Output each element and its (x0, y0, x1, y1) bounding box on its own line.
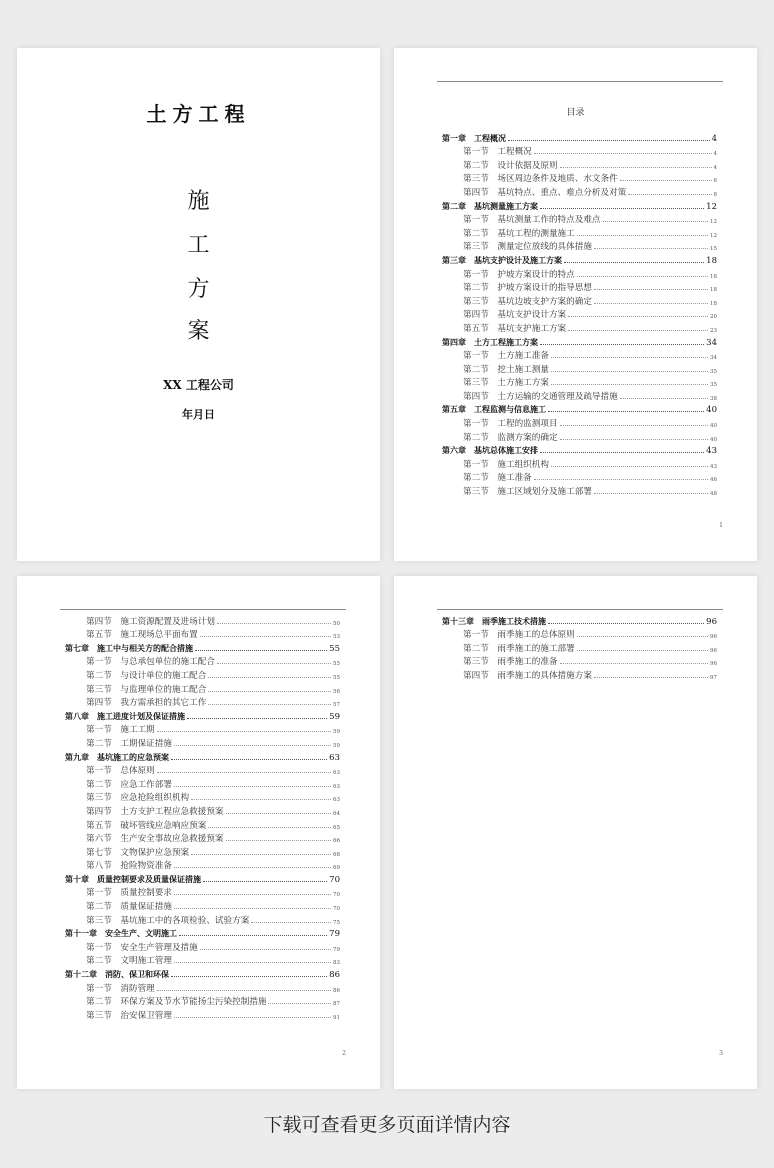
toc-dot-leader (174, 908, 331, 909)
toc-dot-leader (174, 867, 331, 868)
toc-entry-label: 第四节 土方运输的交通管理及疏导措施 (463, 391, 618, 402)
toc-dot-leader (548, 411, 704, 412)
toc-entry-label: 第三节 土方施工方案 (463, 378, 549, 389)
toc-dot-leader (268, 1003, 331, 1004)
toc-dot-leader (594, 289, 708, 290)
toc-entry-label: 第八章 施工进度计划及保证措施 (65, 710, 185, 721)
toc-page-1 (394, 48, 757, 561)
toc-entry-label: 第四节 基坑特点、重点、难点分析及对策 (463, 187, 627, 198)
toc-dot-leader (187, 718, 327, 719)
toc-heading: 目录 (566, 108, 585, 118)
toc-dot-leader (577, 235, 708, 236)
toc-dot-leader (174, 786, 331, 787)
toc-dot-leader (191, 799, 331, 800)
toc-dot-leader (195, 650, 327, 651)
toc-entry-label: 第七章 施工中与相关方的配合措施 (65, 642, 193, 653)
toc-entry-page: 43 (706, 446, 717, 457)
toc-section-entry (65, 627, 340, 641)
toc-section-entry (442, 157, 717, 171)
toc-entry-page: 70 (329, 874, 340, 885)
toc-entry-label: 第二节 监测方案的确定 (463, 432, 558, 443)
toc-section-entry (65, 817, 340, 831)
toc-entry-page: 63 (333, 797, 340, 804)
toc-chapter-entry (65, 708, 340, 722)
toc-section-entry (442, 429, 717, 443)
toc-section-entry (442, 361, 717, 375)
toc-entry-page: 4 (711, 133, 717, 144)
toc-entry-label: 第五节 基坑支护施工方案 (463, 323, 567, 334)
toc-section-entry (442, 212, 717, 226)
toc-entry-label: 第三节 场区周边条件及地质、水文条件 (463, 174, 618, 185)
toc-section-entry (442, 144, 717, 158)
toc-entry-page: 12 (710, 219, 717, 226)
toc-section-entry (442, 456, 717, 470)
cover-date: 年月日 (182, 408, 215, 421)
toc-dot-leader (534, 479, 708, 480)
toc-entry-label: 第十二章 消防、保卫和环保 (65, 969, 169, 980)
toc-entry-label: 第十一章 安全生产、文明施工 (65, 928, 177, 939)
toc-entry-page: 86 (333, 987, 340, 994)
toc-entry-label: 第四节 土方支护工程应急救援预案 (86, 806, 224, 817)
toc-entry-page: 96 (710, 647, 717, 654)
toc-section-entry (65, 1007, 340, 1021)
toc-chapter-entry (65, 966, 340, 980)
toc-section-entry (65, 939, 340, 953)
cover-page (17, 48, 380, 561)
toc-section-entry (65, 613, 340, 627)
page-number: 3 (719, 1050, 723, 1057)
toc-entry-page: 40 (710, 423, 717, 430)
toc-section-entry (442, 415, 717, 429)
toc-dot-leader (560, 439, 708, 440)
toc-section-entry (65, 994, 340, 1008)
toc-section-entry (65, 790, 340, 804)
toc-dot-leader (551, 357, 708, 358)
toc-entry-page: 87 (333, 1001, 340, 1008)
toc-dot-leader (208, 677, 331, 678)
toc-dot-leader (628, 194, 711, 195)
toc-entry-page: 91 (333, 1014, 340, 1021)
toc-chapter-entry (442, 613, 717, 627)
toc-entry-label: 第五节 破坏管线应急响应预案 (86, 820, 207, 831)
toc-entry-label: 第一节 雨季施工的总体原则 (463, 630, 575, 641)
toc-section-entry (65, 803, 340, 817)
toc-entry-label: 第一节 护坡方案设计的特点 (463, 269, 575, 280)
toc-dot-leader (208, 691, 331, 692)
toc-dot-leader (208, 827, 331, 828)
toc-dot-leader (200, 636, 331, 637)
toc-chapter-entry (442, 198, 717, 212)
toc-entry-page: 57 (333, 702, 340, 709)
toc-dot-leader (226, 840, 331, 841)
toc-entry-label: 第二节 应急工作部署 (86, 779, 172, 790)
toc-chapter-entry (442, 130, 717, 144)
toc-entry-page: 66 (333, 838, 340, 845)
toc-section-entry (442, 375, 717, 389)
toc-section-entry (442, 293, 717, 307)
toc-section-entry (442, 483, 717, 497)
toc-entry-page: 55 (333, 674, 340, 681)
toc-entry-label: 第十章 质量控制要求及质量保证措施 (65, 873, 201, 884)
toc-entry-label: 第一节 安全生产管理及措施 (86, 942, 198, 953)
toc-entry-page: 8 (713, 191, 717, 198)
toc-entry-page: 55 (329, 643, 340, 654)
toc-entry-page: 70 (333, 892, 340, 899)
toc-dot-leader (577, 650, 708, 651)
toc-dot-leader (577, 276, 708, 277)
toc-section-entry (65, 776, 340, 790)
footer-caption: 下载可查看更多页面详情内容 (263, 1114, 511, 1136)
toc-dot-leader (568, 316, 708, 317)
toc-entry-label: 第四节 基坑支护设计方案 (463, 310, 567, 321)
toc-entry-label: 第三节 基坑边坡支护方案的确定 (463, 296, 592, 307)
toc-section-entry (442, 388, 717, 402)
toc-dot-leader (217, 623, 331, 624)
toc-entry-label: 第二节 雨季施工的施工部署 (463, 643, 575, 654)
toc-entry-label: 第八节 抢险物资准备 (86, 861, 172, 872)
toc-dot-leader (217, 663, 331, 664)
toc-entry-label: 第六章 基坑总体施工安排 (442, 445, 538, 456)
toc-section-entry (65, 844, 340, 858)
toc-entry-page: 55 (333, 661, 340, 668)
toc-dot-leader (540, 344, 704, 345)
toc-dot-leader (551, 371, 708, 372)
toc-section-entry (442, 667, 717, 681)
toc-entry-page: 38 (710, 395, 717, 402)
cover-vertical-char: 工 (187, 233, 210, 258)
toc-section-entry (65, 885, 340, 899)
toc-entry-page: 96 (706, 616, 717, 627)
toc-entry-label: 第四节 我方需承担的其它工作 (86, 698, 207, 709)
toc-section-entry (442, 470, 717, 484)
toc-section-entry (65, 831, 340, 845)
toc-entry-label: 第四章 土方工程施工方案 (442, 336, 538, 347)
toc-page-2 (17, 576, 380, 1089)
toc-dot-leader (508, 140, 710, 141)
toc-section-entry (442, 280, 717, 294)
toc-dot-leader (551, 466, 708, 467)
toc-entry-label: 第二章 基坑测量施工方案 (442, 200, 538, 211)
toc-section-entry (442, 225, 717, 239)
toc-dot-leader (174, 745, 331, 746)
toc-entry-page: 46 (710, 477, 717, 484)
toc-entry-label: 第三节 与监理单位的施工配合 (86, 684, 207, 695)
toc-entry-page: 4 (713, 151, 717, 158)
toc-dot-leader (208, 704, 331, 705)
toc-section-entry (65, 980, 340, 994)
toc-section-entry (65, 735, 340, 749)
toc-entry-label: 第二节 文明施工管理 (86, 956, 172, 967)
toc-section-entry (442, 640, 717, 654)
toc-entry-label: 第一节 总体原则 (86, 766, 155, 777)
toc-dot-leader (179, 935, 327, 936)
toc-entry-page: 18 (710, 287, 717, 294)
toc-chapter-entry (65, 640, 340, 654)
toc-dot-leader (174, 1017, 331, 1018)
toc-entry-page: 34 (710, 355, 717, 362)
toc-chapter-entry (442, 402, 717, 416)
toc-chapter-entry (442, 252, 717, 266)
toc-dot-leader (534, 153, 712, 154)
toc-dot-leader (568, 330, 708, 331)
toc-chapter-entry (65, 871, 340, 885)
toc-entry-label: 第一节 土方施工准备 (463, 351, 549, 362)
toc-chapter-entry (442, 443, 717, 457)
toc-entry-page: 53 (333, 634, 340, 641)
toc-dot-leader (564, 262, 704, 263)
toc-dot-leader (174, 962, 331, 963)
toc-entry-page: 97 (710, 674, 717, 681)
toc-entry-page: 12 (710, 232, 717, 239)
toc-dot-leader (226, 813, 331, 814)
toc-dot-leader (540, 208, 704, 209)
toc-entry-label: 第一章 工程概况 (442, 132, 506, 143)
toc-entry-page: 12 (706, 201, 717, 212)
toc-entry-label: 第三节 基坑施工中的各项检验、试验方案 (86, 915, 250, 926)
toc-entry-label: 第二节 施工准备 (463, 473, 532, 484)
toc-entry-page: 23 (710, 327, 717, 334)
toc-chapter-entry (65, 926, 340, 940)
toc-entry-page: 64 (333, 810, 340, 817)
toc-dot-leader (157, 990, 331, 991)
toc-dot-leader (560, 663, 708, 664)
toc-entry-page: 96 (710, 634, 717, 641)
toc-entry-label: 第七节 文物保护应急预案 (86, 847, 190, 858)
toc-entry-label: 第二节 设计依据及原则 (463, 160, 558, 171)
toc-section-entry (65, 912, 340, 926)
toc-entry-label: 第五章 工程监测与信息施工 (442, 404, 546, 415)
header-rule (60, 609, 346, 610)
header-rule (437, 81, 723, 82)
cover-title: 土方工程 (146, 102, 251, 126)
toc-dot-leader (200, 949, 331, 950)
toc-entry-page: 63 (333, 783, 340, 790)
cover-vertical-char: 施 (187, 189, 210, 214)
toc-entry-page: 4 (713, 164, 717, 171)
toc-dot-leader (594, 493, 708, 494)
toc-entry-label: 第二节 与设计单位的施工配合 (86, 670, 207, 681)
toc-entry-label: 第二节 质量保证措施 (86, 902, 172, 913)
page-number: 2 (342, 1050, 346, 1057)
toc-section-entry (442, 654, 717, 668)
toc-entry-page: 43 (710, 463, 717, 470)
toc-section-entry (442, 307, 717, 321)
toc-dot-leader (171, 759, 327, 760)
toc-entry-page: 40 (710, 436, 717, 443)
toc-list (442, 613, 717, 681)
toc-section-entry (65, 667, 340, 681)
toc-section-entry (442, 320, 717, 334)
toc-entry-page: 96 (710, 661, 717, 668)
toc-entry-page: 18 (706, 255, 717, 266)
toc-section-entry (65, 858, 340, 872)
toc-entry-page: 59 (333, 729, 340, 736)
toc-entry-label: 第三节 应急抢险组织机构 (86, 793, 190, 804)
toc-dot-leader (157, 731, 331, 732)
toc-entry-label: 第二节 挖土施工测量 (463, 364, 549, 375)
toc-section-entry (65, 695, 340, 709)
toc-entry-label: 第九章 基坑施工的应急预案 (65, 751, 169, 762)
toc-section-entry (65, 953, 340, 967)
toc-entry-label: 第三章 基坑支护设计及施工方案 (442, 254, 562, 265)
toc-dot-leader (548, 623, 704, 624)
toc-entry-label: 第一节 消防管理 (86, 983, 155, 994)
toc-entry-page: 15 (710, 246, 717, 253)
toc-dot-leader (594, 248, 708, 249)
toc-entry-page: 83 (333, 960, 340, 967)
toc-entry-label: 第三节 测量定位放线的具体措施 (463, 242, 592, 253)
toc-entry-page: 40 (706, 405, 717, 416)
toc-entry-page: 75 (333, 919, 340, 926)
toc-dot-leader (551, 384, 708, 385)
toc-entry-label: 第三节 施工区域划分及施工部署 (463, 487, 592, 498)
page-number: 1 (719, 522, 723, 529)
toc-dot-leader (577, 636, 708, 637)
toc-entry-page: 63 (329, 752, 340, 763)
toc-section-entry (65, 722, 340, 736)
toc-entry-page: 79 (329, 929, 340, 940)
toc-entry-page: 20 (710, 314, 717, 321)
toc-section-entry (65, 654, 340, 668)
toc-section-entry (65, 763, 340, 777)
toc-dot-leader (540, 452, 704, 453)
toc-page-3 (394, 576, 757, 1089)
toc-list (65, 613, 340, 1021)
toc-entry-page: 59 (329, 711, 340, 722)
toc-entry-page: 18 (710, 300, 717, 307)
toc-dot-leader (594, 677, 708, 678)
toc-entry-label: 第二节 护坡方案设计的指导思想 (463, 283, 592, 294)
toc-dot-leader (171, 976, 327, 977)
toc-entry-label: 第十三章 雨季施工技术措施 (442, 615, 546, 626)
toc-entry-page: 79 (333, 946, 340, 953)
toc-section-entry (442, 184, 717, 198)
toc-entry-label: 第一节 与总承包单位的施工配合 (86, 657, 215, 668)
toc-entry-page: 35 (710, 382, 717, 389)
toc-entry-label: 第五节 施工现场总平面布置 (86, 630, 198, 641)
toc-entry-label: 第一节 施工组织机构 (463, 459, 549, 470)
toc-entry-page: 6 (713, 178, 717, 185)
toc-entry-label: 第二节 基坑工程的测量施工 (463, 228, 575, 239)
toc-dot-leader (603, 221, 708, 222)
toc-entry-page: 68 (333, 851, 340, 858)
toc-section-entry (442, 171, 717, 185)
toc-entry-label: 第三节 雨季施工的准备 (463, 657, 558, 668)
toc-entry-label: 第一节 工程概况 (463, 147, 532, 158)
toc-dot-leader (560, 425, 708, 426)
toc-section-entry (65, 898, 340, 912)
toc-section-entry (442, 627, 717, 641)
toc-dot-leader (594, 303, 708, 304)
toc-dot-leader (620, 180, 712, 181)
toc-entry-label: 第二节 工期保证措施 (86, 738, 172, 749)
toc-entry-label: 第一节 工程的监测项目 (463, 419, 558, 430)
toc-dot-leader (157, 772, 331, 773)
toc-chapter-entry (65, 749, 340, 763)
toc-dot-leader (620, 398, 708, 399)
toc-entry-label: 第三节 治安保卫管理 (86, 1010, 172, 1021)
toc-entry-label: 第二节 环保方案及节水节能扬尘污染控制措施 (86, 997, 267, 1008)
toc-entry-page: 18 (710, 273, 717, 280)
toc-entry-page: 86 (329, 970, 340, 981)
toc-section-entry (442, 266, 717, 280)
toc-entry-page: 50 (333, 620, 340, 627)
toc-dot-leader (191, 854, 331, 855)
toc-entry-page: 48 (710, 491, 717, 498)
toc-section-entry (442, 239, 717, 253)
toc-entry-page: 56 (333, 688, 340, 695)
toc-entry-page: 63 (333, 770, 340, 777)
cover-company: XX 工程公司 (163, 378, 234, 392)
header-rule (437, 609, 723, 610)
toc-entry-label: 第四节 雨季施工的具体措施方案 (463, 670, 592, 681)
toc-dot-leader (251, 922, 331, 923)
toc-entry-page: 35 (710, 368, 717, 375)
toc-dot-leader (174, 894, 331, 895)
cover-vertical-char: 方 (187, 277, 210, 302)
toc-entry-page: 65 (333, 824, 340, 831)
toc-entry-label: 第一节 基坑测量工作的特点及难点 (463, 215, 601, 226)
toc-entry-page: 69 (333, 865, 340, 872)
toc-section-entry (65, 681, 340, 695)
toc-entry-label: 第六节 生产安全事故应急救援预案 (86, 834, 224, 845)
toc-dot-leader (560, 167, 712, 168)
toc-entry-label: 第四节 施工资源配置及进场计划 (86, 616, 215, 627)
toc-chapter-entry (442, 334, 717, 348)
toc-entry-page: 70 (333, 906, 340, 913)
toc-entry-label: 第一节 质量控制要求 (86, 888, 172, 899)
toc-list (442, 130, 717, 497)
toc-dot-leader (203, 881, 327, 882)
toc-entry-page: 59 (333, 742, 340, 749)
toc-entry-label: 第一节 施工工期 (86, 725, 155, 736)
cover-vertical-char: 案 (187, 319, 210, 344)
toc-section-entry (442, 348, 717, 362)
toc-entry-page: 34 (706, 337, 717, 348)
